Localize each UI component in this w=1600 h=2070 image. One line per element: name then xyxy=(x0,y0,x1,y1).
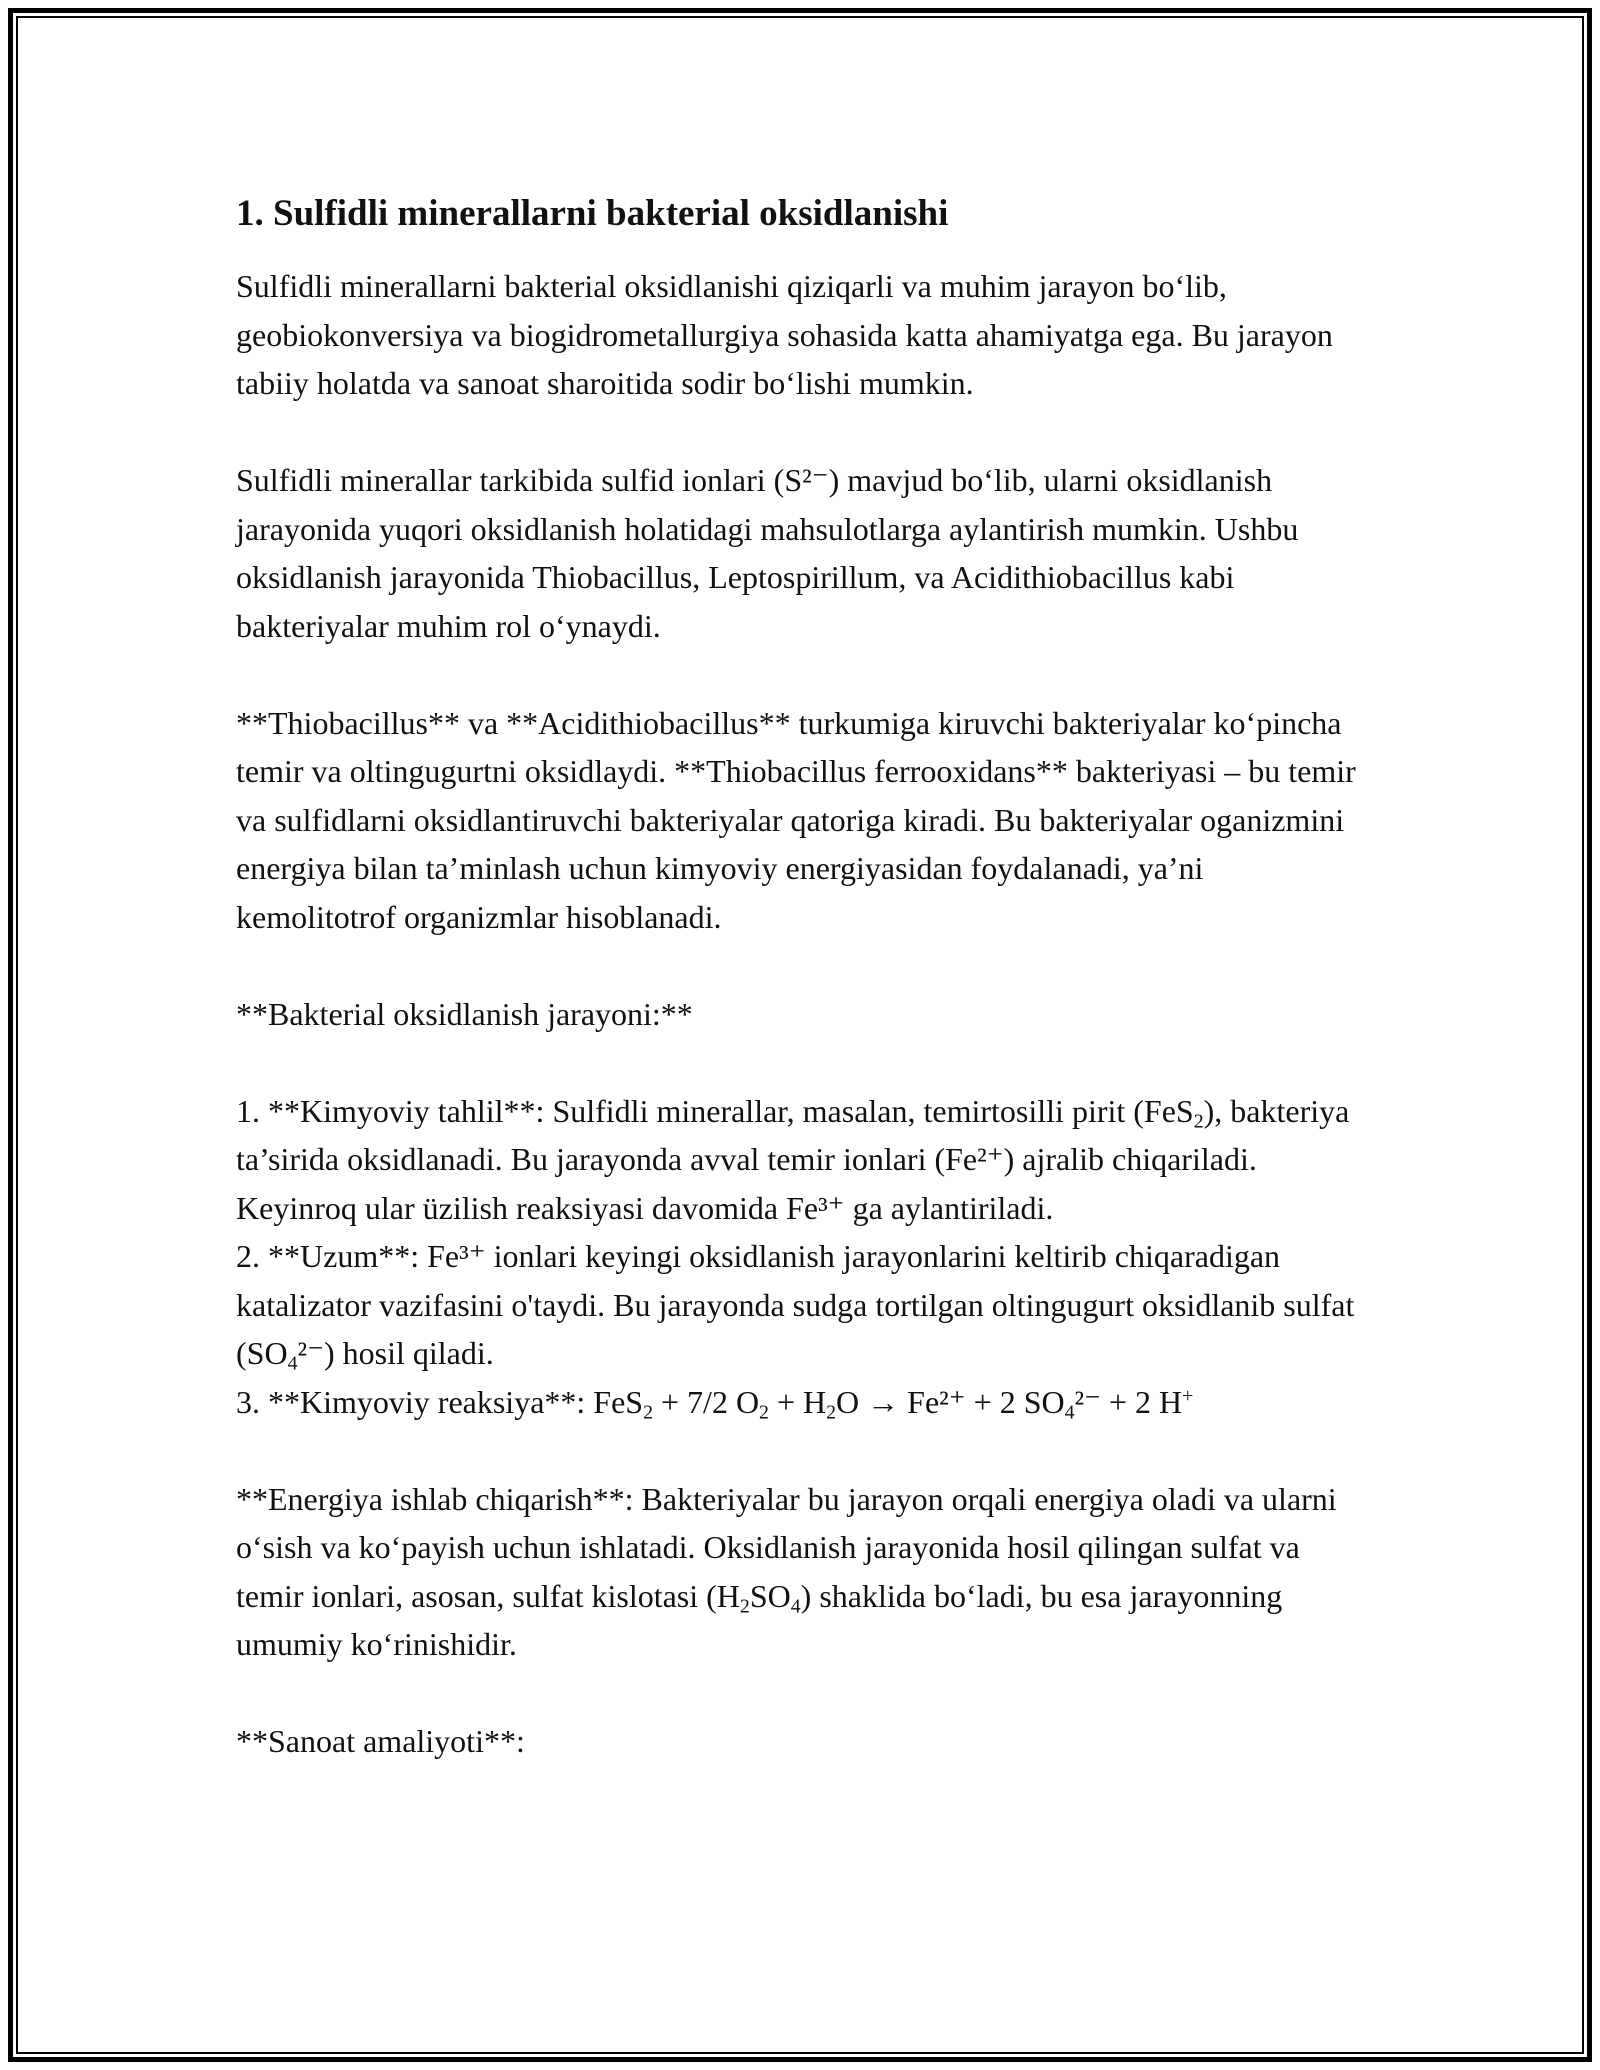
paragraph-gap xyxy=(236,1038,1366,1087)
paragraph-text: SO xyxy=(749,1577,791,1614)
paragraph-sulfide-ions: Sulfidli minerallar tarkibida sulfid ionlari (S²⁻) mavjud bo‘lib, ularni oksidlanish jarayonida yuqori oksidlanish holatidagi mahsulotlarga aylantirish mumkin. Ushbu oksidlanish jarayonida Thiobacillus, Leptospirillum, va Acidithiobacillus kabi bakteriyalar muhim rol o‘ynaydi. xyxy=(236,462,1299,644)
subscript: 2 xyxy=(759,1401,769,1424)
item-text: 1. **Kimyoviy tahlil**: Sulfidli minerallar, masalan, temirtosilli pirit (FeS xyxy=(236,1092,1194,1129)
list-item-uzum xyxy=(236,1232,1366,1378)
paragraph-gap xyxy=(236,650,1366,699)
paragraph-gap xyxy=(236,408,1366,457)
subscript: 4 xyxy=(287,1352,298,1375)
paragraph-energy xyxy=(236,1475,1366,1669)
paragraph-text: ) shaklida bo‘ladi, bu esa jarayonning umumiy ko‘rinishidir. xyxy=(236,1577,1283,1662)
paragraph-industrial-practice: **Sanoat amaliyoti**: xyxy=(236,1723,525,1759)
item-text: 3. **Kimyoviy reaksiya**: FeS xyxy=(236,1383,644,1420)
subscript: 2 xyxy=(826,1401,837,1424)
paragraph-gap xyxy=(236,941,1366,990)
item-text: + H xyxy=(768,1383,827,1420)
paragraph-gap xyxy=(236,1426,1366,1475)
paragraph-gap xyxy=(236,1669,1366,1718)
section-title: 1. Sulfidli minerallarni bakterial oksidlanishi xyxy=(236,193,949,234)
item-text: ²⁻) hosil qiladi. xyxy=(297,1335,494,1371)
paragraph-intro: Sulfidli minerallarni bakterial oksidlanishi qiziqarli va muhim jarayon bo‘lib, geobiokonversiya va biogidrometallurgiya sohasida katta ahamiyatga ega. Bu jarayon tabiiy holatda va sanoat sharoitida sodir bo‘lishi mumkin. xyxy=(236,268,1333,401)
paragraph-thiobacillus: **Thiobacillus** va **Acidithiobacillus** turkumiga kiruvchi bakteriyalar ko‘pincha temir va oltingugurtni oksidlaydi. **Thiobacillus ferrooxidans** bakteriyasi – bu temir va sulfidlarni oksidlantiruvchi bakteriyalar qatoriga kiradi. Bu bakteriyalar oganizmini energiya bilan ta’minlash uchun kimyoviy energiyasidan foydalanadi, ya’ni kemolitotrof organizmlar hisoblanadi. xyxy=(236,704,1356,935)
paragraph-process-heading: **Bakterial oksidlanish jarayoni:** xyxy=(236,995,693,1032)
subscript: 4 xyxy=(790,1595,801,1618)
document-body xyxy=(236,186,1366,1766)
list-item-chemical-reaction xyxy=(236,1378,1366,1427)
item-text: ), bakteriya ta’sirida oksidlanadi. Bu jarayonda avval temir ionlari (Fe²⁺) ajralib chiqariladi. Keyinroq ular üzilish reaksiyasi davomida Fe³⁺ ga aylantiriladi. xyxy=(236,1092,1350,1226)
item-text: + 7/2 O xyxy=(653,1383,760,1420)
item-text: 2. **Uzum**: Fe³⁺ ionlari keyingi oksidlanish jarayonlarini keltirib chiqaradigan katalizator vazifasini o'taydi. Bu jarayonda sudga tortilgan oltingugurt oksidlanib sulfat (SO xyxy=(236,1238,1355,1371)
item-text: O → Fe²⁺ + 2 SO xyxy=(836,1383,1065,1420)
subscript: 2 xyxy=(1193,1110,1204,1133)
paragraph-text: **Energiya ishlab chiqarish**: Bakteriyalar bu jarayon orqali energiya oladi va ularni o‘sish va ko‘payish uchun ishlatadi. Oksidlanish jarayonida hosil qilingan sulfat va temir ionlari, asosan, sulfat kislotasi (H xyxy=(236,1480,1337,1614)
subscript: 4 xyxy=(1064,1401,1075,1424)
superscript: + xyxy=(1182,1384,1194,1407)
item-text: ²⁻ + 2 H xyxy=(1074,1383,1183,1420)
list-item-chemical-analysis xyxy=(236,1087,1366,1233)
subscript: 2 xyxy=(643,1401,653,1424)
subscript: 2 xyxy=(739,1595,750,1618)
